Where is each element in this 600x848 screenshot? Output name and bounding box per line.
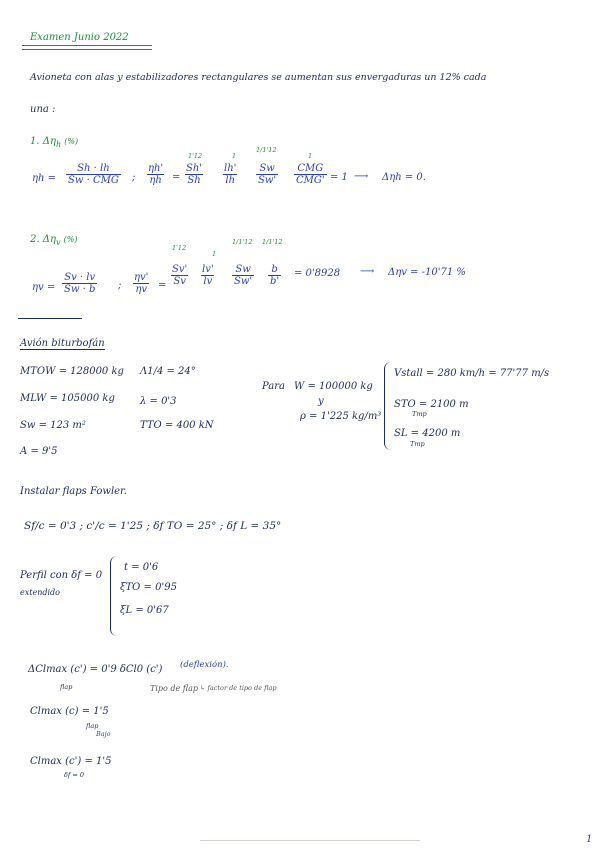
section1-final: Δηh = 0. <box>382 172 426 183</box>
section1-frac2: $\frac{Sh'}{Sh}$ <box>186 163 203 186</box>
clmax-flap-subscript-2: Bajo <box>96 730 111 738</box>
section1-lhs: ηh = <box>32 173 56 184</box>
section2-frac2: $\frac{Sv'}{Sv}$ <box>172 264 188 287</box>
sl-value: SL = 4200 m <box>394 428 461 439</box>
section1-ann2: 1 <box>232 152 237 160</box>
mtow-value: MTOW = 128000 kg <box>20 366 124 377</box>
aspect-ratio-value: A = 9'5 <box>20 446 58 457</box>
section1-result: = 1 <box>330 172 348 183</box>
clmax-flap-line: Clmax (c) = 1'5 <box>30 706 109 717</box>
sw-value: Sw = 123 m² <box>20 420 86 431</box>
sl-subscript: Tmp <box>410 440 425 448</box>
xi-l-value: ξL = 0'67 <box>120 605 169 616</box>
section2-ratio: $\frac{\eta v'}{\eta v}$ <box>134 272 149 295</box>
section1-frac1: Sh · lh Sw · CMG <box>68 163 119 186</box>
perfil-line-2: extendido <box>20 588 60 597</box>
vstall-value: Vstall = 280 km/h = 77'77 m/s <box>394 368 550 379</box>
thrust-value: TTO = 400 kN <box>140 420 214 431</box>
section-divider <box>18 318 82 319</box>
section2-ann2: 1 <box>212 250 217 258</box>
intro-line-2: una : <box>30 104 56 115</box>
title-underline <box>22 45 152 46</box>
data-heading: Avión biturbofán <box>20 338 105 349</box>
sto-value: STO = 2100 m <box>394 399 469 410</box>
section1-sep: ; <box>132 172 136 183</box>
title-underline-2 <box>22 49 152 50</box>
flap-type-factor-note: ↳ factor de tipo de flap <box>200 684 277 692</box>
delta-clmax-line: ΔClmax (c') = 0'9 δCl0 (c') <box>28 664 163 675</box>
deflexion-note: (deflexión). <box>180 660 229 670</box>
xi-to-value: ξTO = 0'95 <box>120 582 177 593</box>
t-value: t = 0'6 <box>124 562 159 573</box>
section1-frac3: $\frac{lh'}{lh}$ <box>224 163 237 186</box>
clmax-flap-subscript: flap <box>86 722 99 730</box>
section2-arrow: ⟶ <box>360 266 375 277</box>
section2-result: = 0'8928 <box>294 268 341 279</box>
section2-ann1: 1'12 <box>172 244 187 252</box>
section2-frac1: $\frac{Sv \cdot lv}{Sw \cdot b}$ <box>64 272 96 295</box>
section1-ann1: 1'12 <box>188 152 203 160</box>
section2-frac5: $\frac{b}{b'}$ <box>270 264 280 287</box>
perfil-brace <box>110 556 117 636</box>
para-label: Para <box>262 381 285 392</box>
flap-type-note: Tipo de flap <box>150 684 198 693</box>
y-connector: y <box>318 396 324 407</box>
delta-clmax-subscript: flap <box>60 683 73 691</box>
sto-subscript: Tmp <box>412 410 427 418</box>
conditions-brace <box>384 362 391 450</box>
section2-ann4: 1/1'12 <box>262 238 283 246</box>
section1-ann3: 1/1'12 <box>256 146 277 154</box>
section2-lhs: ηv = <box>32 282 56 293</box>
page-title: Examen Junio 2022 <box>30 32 129 43</box>
section2-label: 2. $\Delta\eta_v$ (%) <box>30 234 78 247</box>
section2-sep: ; <box>118 280 122 291</box>
section1-ann4: 1 <box>308 152 313 160</box>
section1-ratio: $\frac{\eta h'}{\eta h}$ <box>148 163 164 186</box>
section2-frac4: $\frac{Sw}{Sw'}$ <box>234 264 253 287</box>
section2-final: Δηv = -10'71 % <box>388 267 466 278</box>
section1-frac4: $\frac{Sw}{Sw'}$ <box>258 163 277 186</box>
section2-eq: = <box>158 280 167 291</box>
section1-frac5: CMG CMG' <box>296 163 325 186</box>
taper-value: λ = 0'3 <box>140 396 177 407</box>
clmax-no-flap-line: Clmax (c') = 1'5 <box>30 756 112 767</box>
rho-value: ρ = 1'225 kg/m³ <box>300 411 382 422</box>
flaps-parameters: Sf/c = 0'3 ; c'/c = 1'25 ; δf TO = 25° ; δf L = 35° <box>24 520 282 532</box>
intro-line-1: Avioneta con alas y estabilizadores rectangulares se aumentan sus envergaduras un 12% cada <box>30 72 487 83</box>
section1-arrow: ⟶ <box>354 171 369 182</box>
section1-eq: = <box>172 172 181 183</box>
weight-value: W = 100000 kg <box>294 381 373 392</box>
section2-ann3: 1/1'12 <box>232 238 253 246</box>
sweep-value: Λ1/4 = 24° <box>140 366 196 377</box>
perfil-line-1: Perfil con δf = 0 <box>20 570 103 581</box>
bleed-line-1 <box>200 840 420 841</box>
flaps-heading: Instalar flaps Fowler. <box>20 486 127 497</box>
section1-label: 1. $\Delta\eta_h$ (%) <box>30 136 79 149</box>
page-mark: 1 <box>586 834 593 845</box>
clmax-no-flap-subscript: δf = 0 <box>64 771 85 779</box>
mlw-value: MLW = 105000 kg <box>20 393 115 404</box>
section2-frac3: $\frac{lv'}{lv}$ <box>202 264 214 287</box>
